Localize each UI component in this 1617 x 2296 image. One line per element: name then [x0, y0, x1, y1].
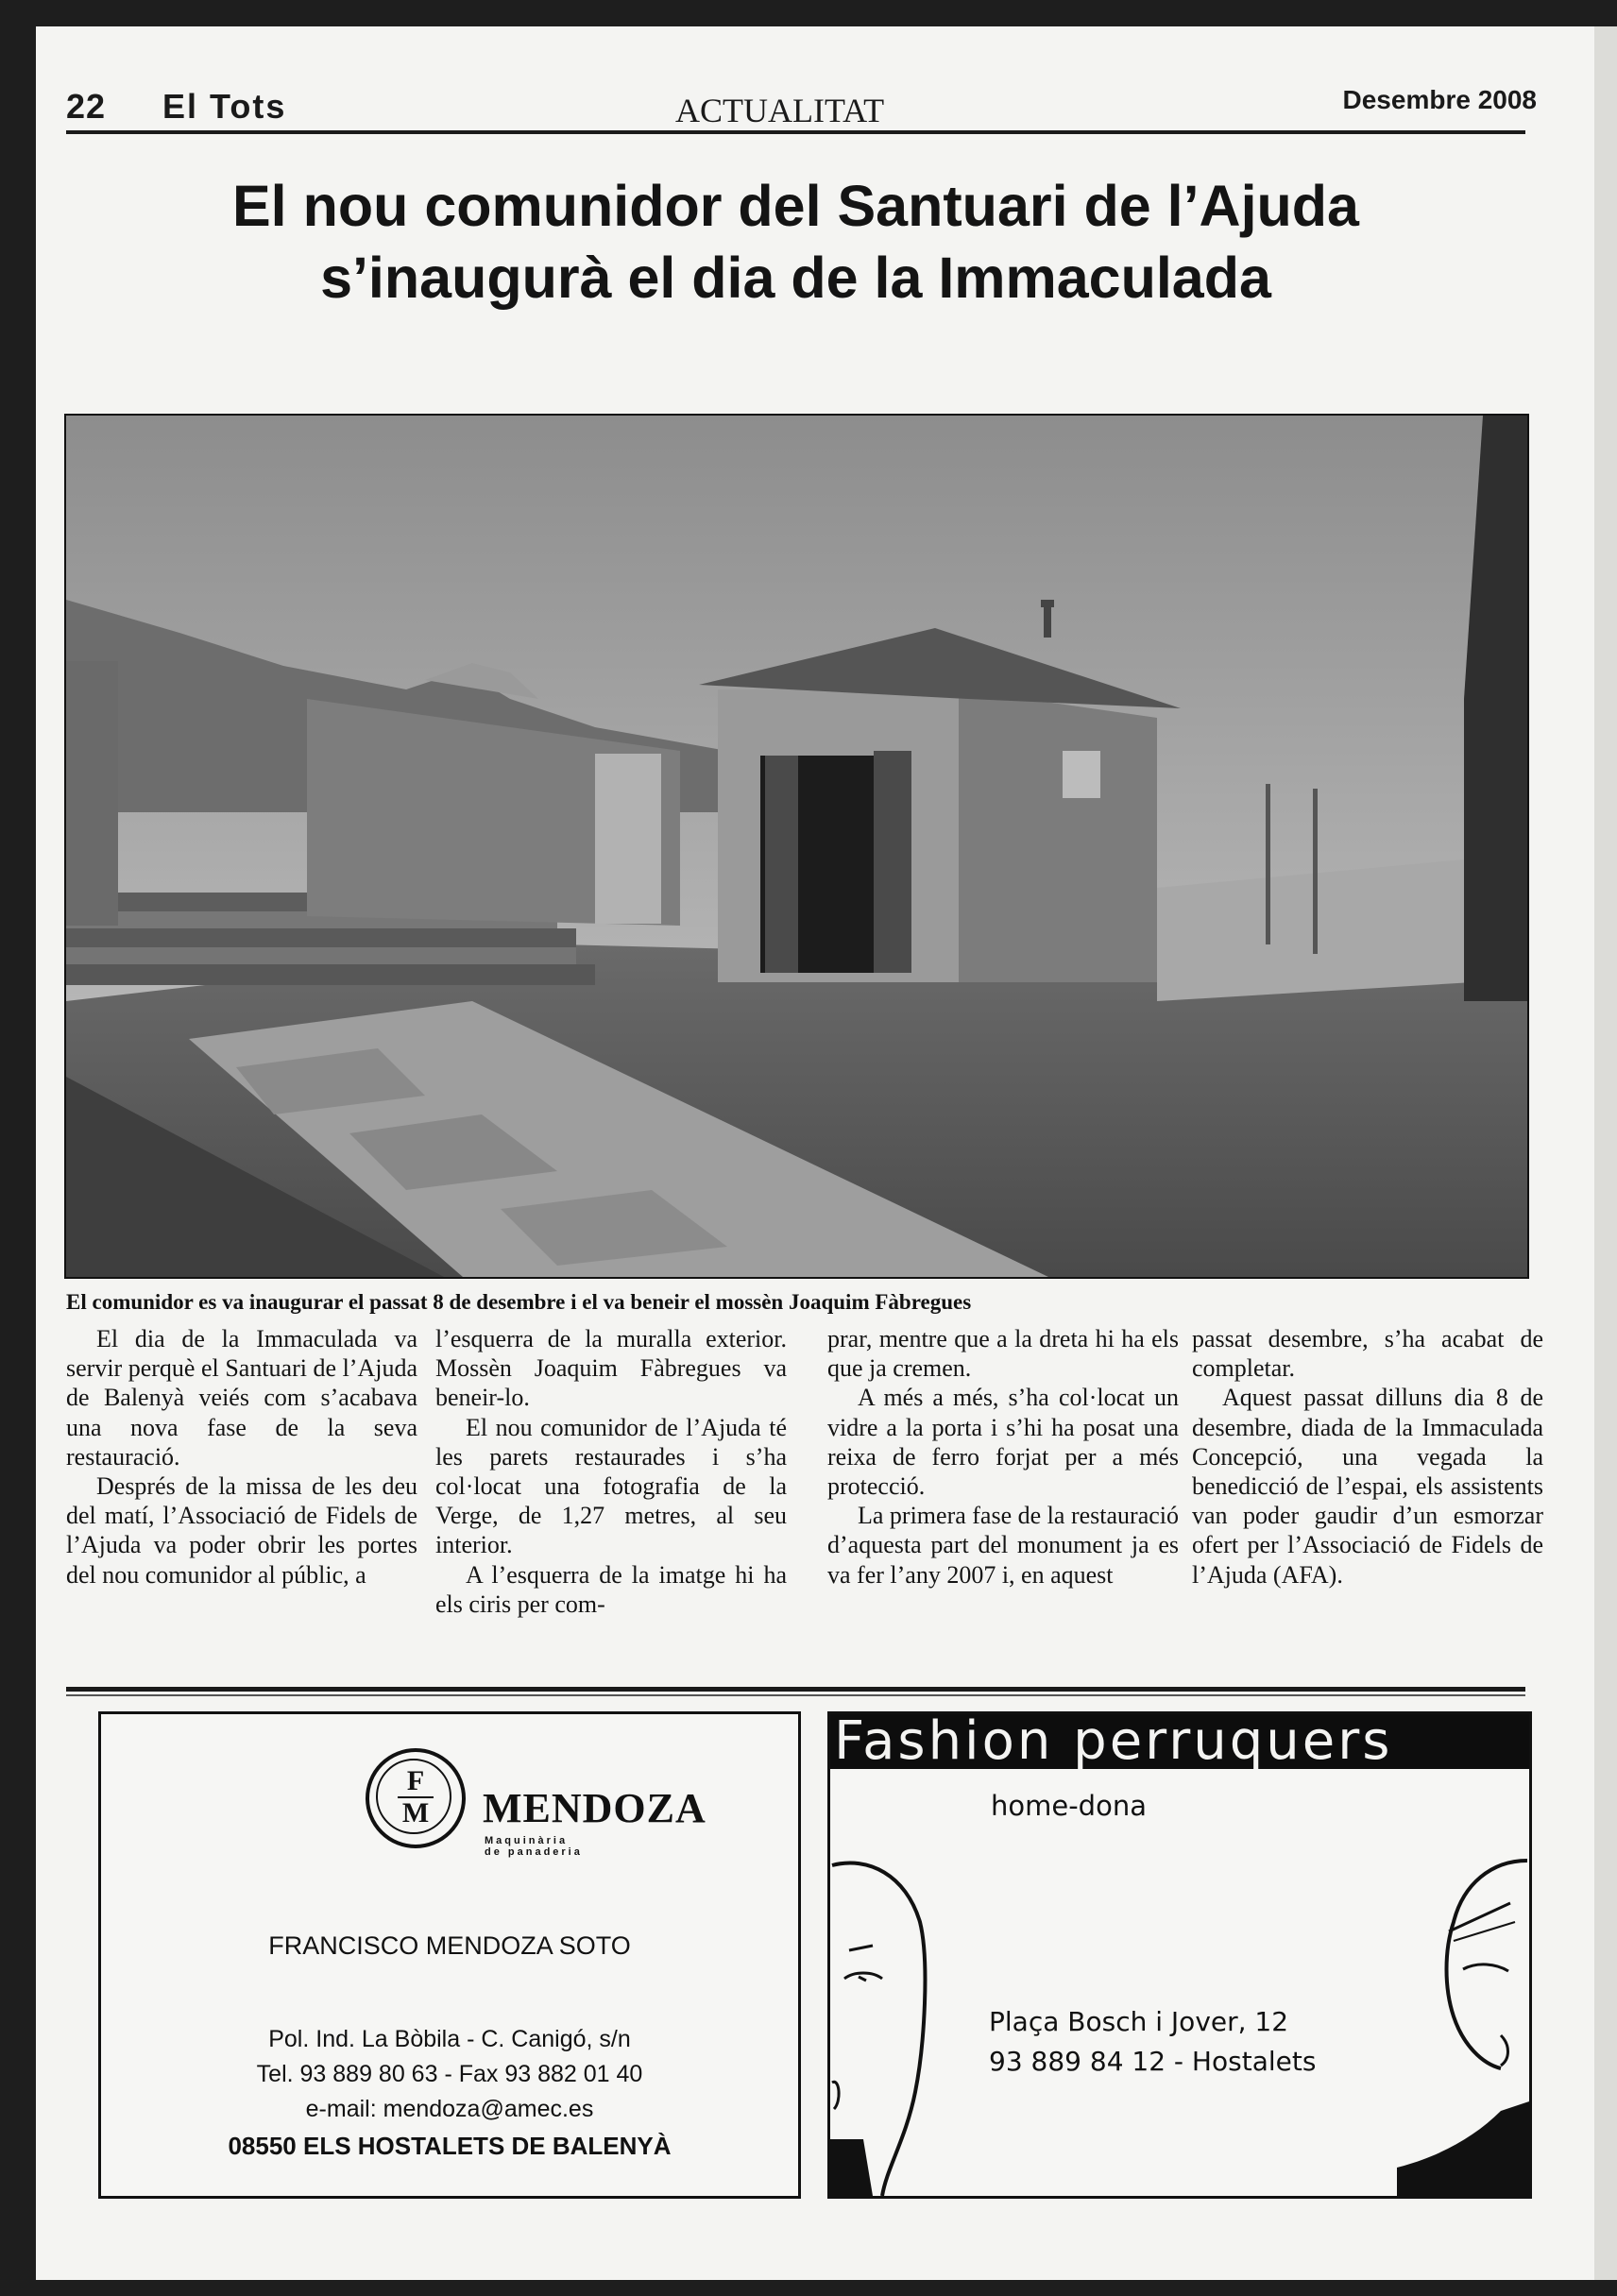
ad-fashion-perruquers [827, 1711, 1532, 2199]
paragraph: Després de la missa de les deu del matí, l’Associació de Fidels de l’Ajuda va poder obrir les portes del nou comunidor al públic, a [66, 1472, 417, 1589]
photo-caption: El comunidor es va inaugurar el passat 8 de desembre i el va beneir el mossèn Joaquim Fàbregues [66, 1290, 972, 1314]
paragraph: El nou comunidor de l’Ajuda té les parets restaurades i s’ha col·locat una fotografia de la Verge, de 1,27 metres, al seu interior. [435, 1413, 787, 1559]
fashion-contact [989, 2002, 1316, 2082]
ads-separator [66, 1687, 1525, 1692]
column-1 [66, 1324, 417, 1590]
article-title [66, 170, 1525, 315]
fashion-brand: Fashion perruquers [834, 1711, 1393, 1772]
brand-sub-line: de panaderia [485, 1846, 583, 1858]
publication-name: El Tots [162, 87, 287, 126]
paragraph: prar, mentre que a la dreta hi ha els que ja cremen. [827, 1325, 1179, 1383]
chapel-photo-illustration [66, 416, 1527, 1277]
mendoza-phone: Tel. 93 889 80 63 - Fax 93 882 01 40 [256, 2061, 643, 2087]
article-photo [64, 414, 1529, 1279]
title-line-2: s’inaugurà el dia de la Immaculada [320, 246, 1271, 311]
issue-date: Desembre 2008 [1342, 85, 1537, 114]
paragraph: A més a més, s’ha col·locat un vidre a la porta i s’hi ha posat una reixa de ferro forjat per a més protecció. [827, 1384, 1179, 1501]
mendoza-city: 08550 ELS HOSTALETS DE BALENYÀ [228, 2132, 672, 2160]
ad-mendoza [98, 1711, 801, 2199]
article-body [66, 1324, 1543, 1664]
mendoza-logo [366, 1748, 466, 1848]
mendoza-email: e-mail: mendoza@amec.es [305, 2096, 594, 2122]
fashion-subtitle: home-dona [991, 1790, 1147, 1822]
man-face-illustration [1397, 1856, 1529, 2196]
brand-sub-line: Maquinària [485, 1835, 569, 1846]
paragraph: l’esquerra de la muralla exterior. Mossèn Joaquim Fàbregues va beneir-lo. [435, 1325, 787, 1412]
fashion-phone: 93 889 84 12 - Hostalets [989, 2046, 1317, 2077]
fashion-address: Plaça Bosch i Jover, 12 [989, 2006, 1289, 2037]
mendoza-brand-subtitle [485, 1835, 617, 1858]
header-rule [66, 130, 1525, 134]
mendoza-address: Pol. Ind. La Bòbila - C. Canigó, s/n [268, 2026, 631, 2052]
page-edge [1594, 26, 1617, 2280]
column-2 [435, 1324, 787, 1619]
page-number: 22 [66, 87, 107, 126]
section-name: ACTUALITAT [675, 92, 885, 129]
paragraph: La primera fase de la restauració d’aquesta part del monument ja es va fer l’any 2007 i, en aquest [827, 1502, 1179, 1589]
logo-letter-m: M [401, 1797, 430, 1828]
column-4 [1192, 1324, 1543, 1590]
paragraph: Aquest passat dilluns dia 8 de desembre, diada de la Immaculada Concepció, una vegada la benedicció de l’espai, els assistents van poder gaudir d’un esmorzar ofert per l’Associació de Fidels de l’Ajuda (AFA). [1192, 1384, 1543, 1589]
fashion-banner [830, 1711, 1529, 1772]
column-3 [827, 1324, 1179, 1590]
woman-face-illustration [830, 1856, 934, 2196]
paragraph: passat desembre, s’ha acabat de completar. [1192, 1325, 1543, 1383]
paragraph: El dia de la Immaculada va servir perquè el Santuari de l’Ajuda de Balenyà veiés com s’acabava una nova fase de la seva restauració. [66, 1325, 417, 1471]
paragraph: A l’esquerra de la imatge hi ha els ciris per com- [435, 1560, 787, 1618]
owner-name: FRANCISCO MENDOZA SOTO [268, 1931, 631, 1960]
title-line-1: El nou comunidor del Santuari de l’Ajuda [232, 174, 1359, 238]
mendoza-brand: MENDOZA [483, 1785, 706, 1831]
logo-letter-f: F [406, 1765, 425, 1796]
ads-separator-thin [66, 1694, 1525, 1696]
